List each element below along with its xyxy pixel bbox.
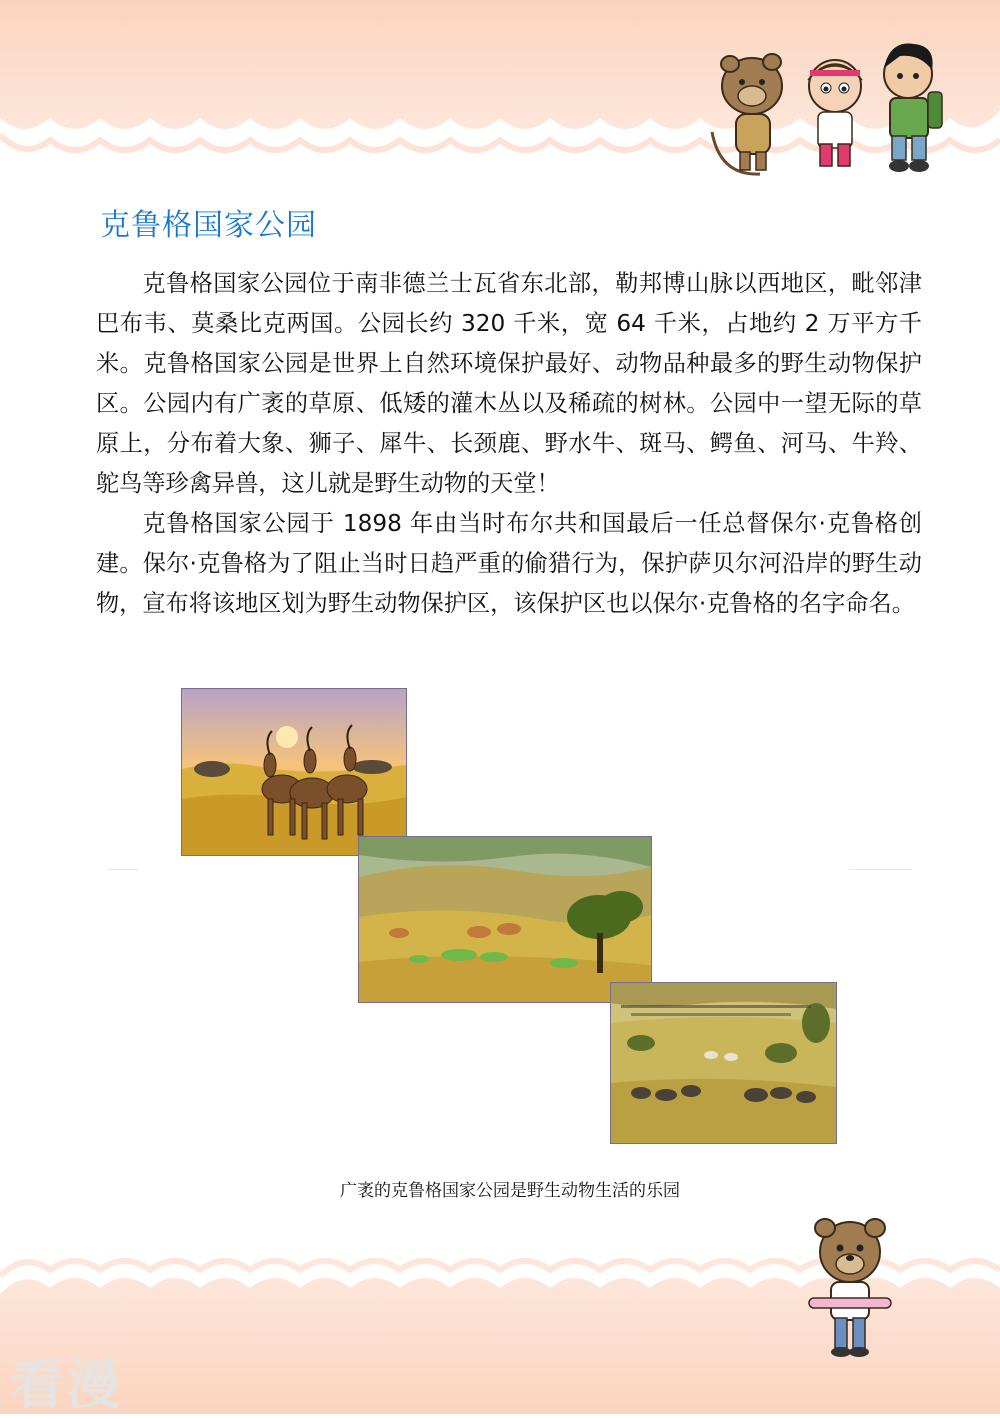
paragraph-1: 克鲁格国家公园位于南非德兰士瓦省东北部，勒邦博山脉以西地区，毗邻津巴布韦、莫桑比克两国。公园长约 320 千米，宽 64 千米，占地约 2 万平方千米。克鲁格国家公园是世界上自然环境保护最好、动物品种最多的野生动物保护区。公园内有广袤的草原、低矮的灌木丛以及稀疏的树林。公园中一望无际的草原上，分布着大象、狮子、犀牛、长颈鹿、野水牛、斑马、鳄鱼、河马、牛羚、鸵鸟等珍禽异兽，这儿就是野生动物的天堂！	[96, 270, 922, 497]
cartoon-characters-illustration	[700, 36, 950, 180]
boy-character-icon	[884, 44, 942, 173]
photo-caption: 广袤的克鲁格国家公园是野生动物生活的乐园	[340, 1181, 680, 1201]
bear-character-bottom-illustration	[805, 1210, 895, 1360]
photo-antelopes-sunset	[181, 688, 407, 856]
divider-right	[850, 869, 912, 870]
photo-herds-plains	[610, 982, 837, 1144]
girl-character-icon	[808, 60, 862, 166]
divider-left	[108, 869, 138, 870]
watermark: 看漫	[10, 1353, 122, 1416]
bear-character-icon	[712, 54, 782, 174]
article-body	[96, 264, 922, 624]
bear-icon	[809, 1219, 891, 1357]
page-title: 克鲁格国家公园	[100, 208, 317, 243]
photo-savanna-gazelles	[358, 836, 652, 1003]
paragraph-2: 克鲁格国家公园于 1898 年由当时布尔共和国最后一任总督保尔·克鲁格创建。保尔·克鲁格为了阻止当时日趋严重的偷猎行为，保护萨贝尔河沿岸的野生动物，宣布将该地区划为野生动物保护区，该保护区也以保尔·克鲁格的名字命名。	[96, 510, 922, 617]
